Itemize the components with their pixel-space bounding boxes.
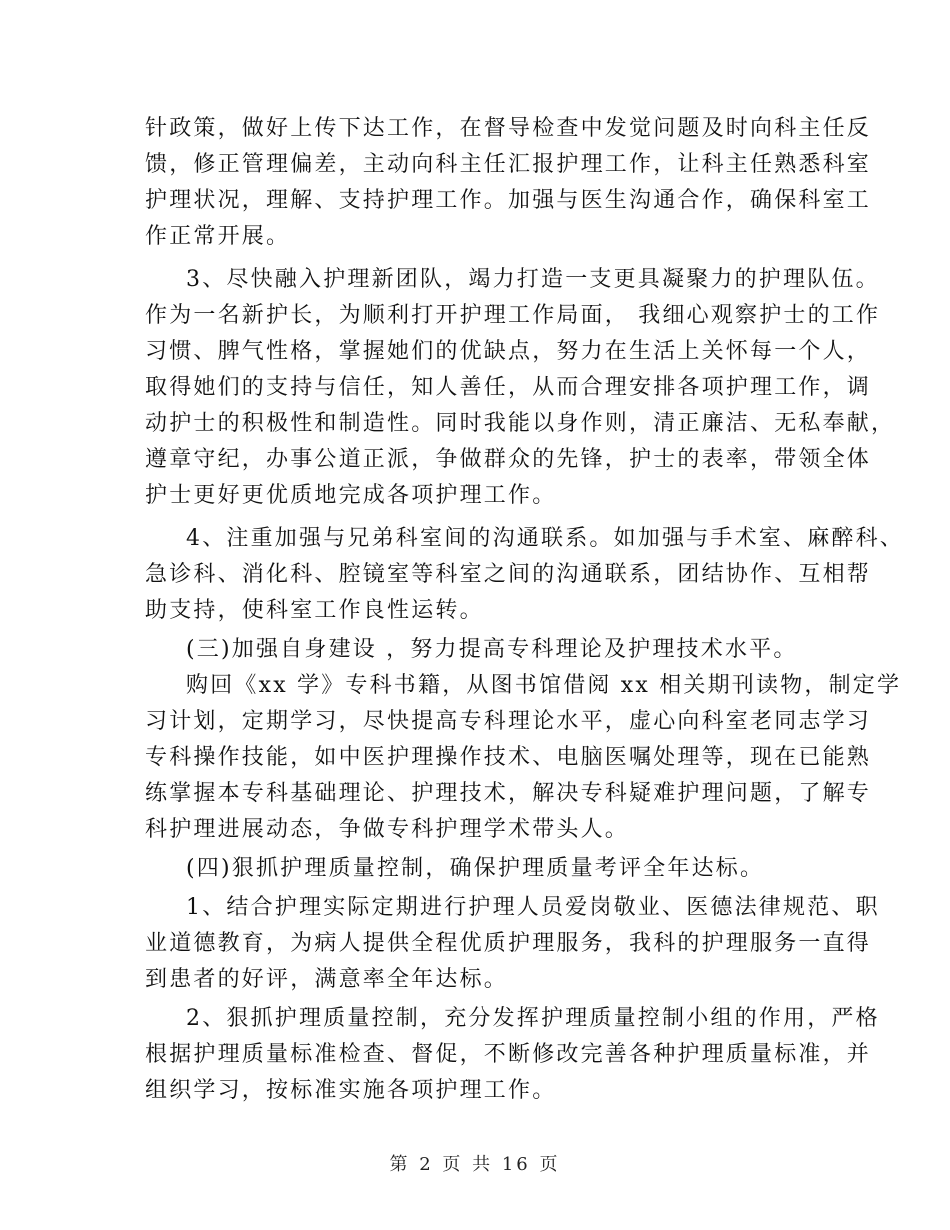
paragraph-line: 作正常开展。 xyxy=(145,224,291,249)
paragraph-line: 2、狠抓护理质量控制，充分发挥护理质量控制小组的作用，严格 xyxy=(186,1006,880,1031)
paragraph-line: 作为一名新护长，为顺利打开护理工作局面， 我细心观察护士的工作 xyxy=(145,303,881,328)
section-heading: (四)狠抓护理质量控制，确保护理质量考评全年达标。 xyxy=(186,856,765,881)
paragraph-line: 针政策，做好上传下达工作，在督导检查中发觉问题及时向科主任反 xyxy=(145,116,872,141)
paragraph-line: 到患者的好评，满意率全年达标。 xyxy=(145,967,509,992)
paragraph-line: 1、结合护理实际定期进行护理人员爱岗敬业、医德法律规范、职 xyxy=(186,895,880,920)
paragraph-line: 遵章守纪，办事公道正派，争做群众的先锋，护士的表率，带领全体 xyxy=(145,447,872,472)
section-heading: (三)加强自身建设 ，努力提高专科理论及护理技术水平。 xyxy=(186,637,798,662)
paragraph-line: 习惯、脾气性格，掌握她们的优缺点，努力在生活上关怀每一个人， xyxy=(145,339,872,364)
paragraph-line: 习计划，定期学习，尽快提高专科理论水平，虚心向科室老同志学习 xyxy=(145,709,872,734)
paragraph-line: 购回《xx 学》专科书籍，从图书馆借阅 xx 相关期刊读物，制定学 xyxy=(186,673,902,698)
paragraph-line: 业道德教育，为病人提供全程优质护理服务，我科的护理服务一直得 xyxy=(145,931,872,956)
paragraph-line: 馈，修正管理偏差，主动向科主任汇报护理工作，让科主任熟悉科室 xyxy=(145,152,872,177)
page-number-footer: 第 2 页 共 16 页 xyxy=(389,1154,561,1175)
paragraph-line: 科护理进展动态，争做专科护理学术带头人。 xyxy=(145,817,630,842)
paragraph-line: 练掌握本专科基础理论、护理技术，解决专科疑难护理问题，了解专 xyxy=(145,781,872,806)
paragraph-line: 组织学习，按标准实施各项护理工作。 xyxy=(145,1078,557,1103)
paragraph-line: 护士更好更优质地完成各项护理工作。 xyxy=(145,483,557,508)
paragraph-line: 急诊科、消化科、腔镜室等科室之间的沟通联系，团结协作、互相帮 xyxy=(145,562,872,587)
paragraph-line: 取得她们的支持与信任，知人善任，从而合理安排各项护理工作，调 xyxy=(145,375,872,400)
paragraph-line: 护理状况，理解、支持护理工作。加强与医生沟通合作，确保科室工 xyxy=(145,188,872,213)
paragraph-line: 助支持，使科室工作良性运转。 xyxy=(145,598,484,623)
paragraph-line: 专科操作技能，如中医护理操作技术、电脑医嘱处理等，现在已能熟 xyxy=(145,745,872,770)
paragraph-line: 4、注重加强与兄弟科室间的沟通联系。如加强与手术室、麻醉科、 xyxy=(186,526,904,551)
paragraph-line: 3、尽快融入护理新团队，竭力打造一支更具凝聚力的护理队伍。 xyxy=(186,267,880,292)
paragraph-line: 根据护理质量标准检查、督促，不断修改完善各种护理质量标准，并 xyxy=(145,1042,872,1067)
paragraph-line: 动护士的积极性和制造性。同时我能以身作则，清正廉洁、无私奉献， xyxy=(145,411,896,436)
